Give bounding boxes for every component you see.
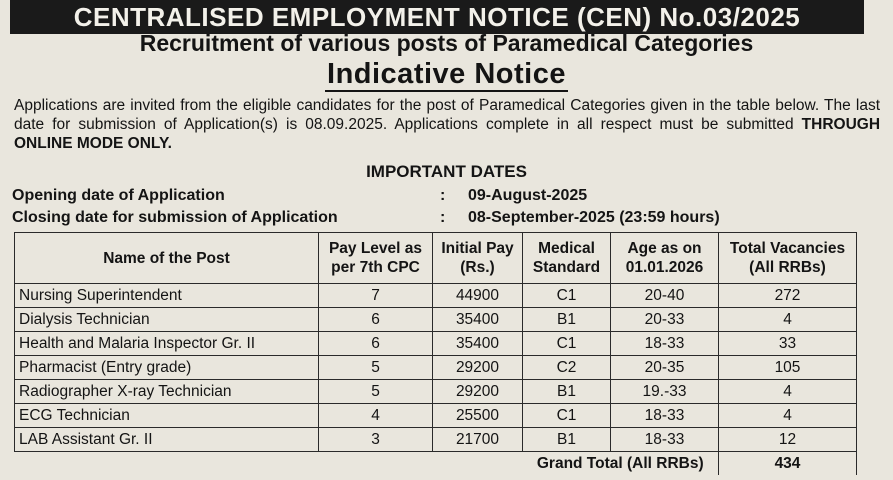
table-row	[15, 428, 857, 452]
date-value: 08-September-2025 (23:59 hours)	[468, 209, 720, 226]
medical-standard: B1	[523, 308, 611, 332]
vacancies: 4	[719, 380, 857, 404]
age-range: 19.-33	[611, 380, 719, 404]
intro-paragraph	[14, 96, 880, 153]
table-row	[15, 356, 857, 380]
post-name: LAB Assistant Gr. II	[15, 428, 319, 452]
vacancies: 12	[719, 428, 857, 452]
date-colon: :	[440, 209, 446, 226]
opening-date-row	[12, 187, 872, 207]
header-pay-level: Pay Level as per 7th CPC	[319, 233, 433, 284]
age-range: 18-33	[611, 332, 719, 356]
grand-total-value: 434	[719, 452, 857, 476]
header-vacancies: Total Vacancies (All RRBs)	[719, 233, 857, 284]
pay-level: 6	[319, 332, 433, 356]
date-label: Closing date for submission of Application	[12, 209, 338, 226]
age-range: 18-33	[611, 428, 719, 452]
header-medical-standard: Medical Standard	[523, 233, 611, 284]
table-row	[15, 332, 857, 356]
pay-level: 4	[319, 404, 433, 428]
header-age: Age as on 01.01.2026	[611, 233, 719, 284]
notice-banner: CENTRALISED EMPLOYMENT NOTICE (CEN) No.03/2025	[10, 0, 864, 34]
initial-pay: 35400	[433, 332, 523, 356]
pay-level: 3	[319, 428, 433, 452]
table-row	[15, 404, 857, 428]
pay-level: 5	[319, 356, 433, 380]
pay-level: 5	[319, 380, 433, 404]
post-name: Nursing Superintendent	[15, 284, 319, 308]
table-header-row	[15, 233, 857, 284]
post-name: Health and Malaria Inspector Gr. II	[15, 332, 319, 356]
post-name: ECG Technician	[15, 404, 319, 428]
intro-text: Applications are invited from the eligible candidates for the post of Paramedical Categories given in the table below. The last date for submission of Application(s) is 08.09.2025. Applications complete in all respect must be submitted	[14, 97, 880, 133]
initial-pay: 44900	[433, 284, 523, 308]
medical-standard: C1	[523, 284, 611, 308]
initial-pay: 35400	[433, 308, 523, 332]
table-row	[15, 308, 857, 332]
pay-level: 6	[319, 308, 433, 332]
medical-standard: C1	[523, 404, 611, 428]
medical-standard: C2	[523, 356, 611, 380]
post-name: Dialysis Technician	[15, 308, 319, 332]
intro-emphasis: THROUGH ONLINE MODE ONLY.	[14, 116, 881, 152]
recruitment-subtitle: Recruitment of various posts of Paramedical Categories	[139, 30, 754, 56]
medical-standard: C1	[523, 332, 611, 356]
table-row	[15, 284, 857, 308]
header-post-name: Name of the Post	[15, 233, 319, 284]
medical-standard: B1	[523, 380, 611, 404]
indicative-heading-text: Indicative Notice	[327, 58, 566, 90]
header-initial-pay: Initial Pay (Rs.)	[433, 233, 523, 284]
vacancies: 4	[719, 308, 857, 332]
grand-total-label: Grand Total (All RRBs)	[523, 452, 719, 476]
date-label: Opening date of Application	[12, 187, 225, 204]
grand-total-row	[15, 452, 857, 476]
date-colon: :	[440, 187, 446, 204]
medical-standard: B1	[523, 428, 611, 452]
pay-level: 7	[319, 284, 433, 308]
age-range: 20-40	[611, 284, 719, 308]
vacancies: 4	[719, 404, 857, 428]
post-name: Pharmacist (Entry grade)	[15, 356, 319, 380]
grand-total-spacer	[15, 452, 523, 476]
age-range: 20-35	[611, 356, 719, 380]
post-name: Radiographer X-ray Technician	[15, 380, 319, 404]
posts-table	[14, 232, 857, 475]
table-row	[15, 380, 857, 404]
age-range: 18-33	[611, 404, 719, 428]
vacancies: 272	[719, 284, 857, 308]
indicative-heading	[0, 58, 893, 91]
closing-date-row	[12, 209, 872, 229]
initial-pay: 21700	[433, 428, 523, 452]
initial-pay: 29200	[433, 380, 523, 404]
initial-pay: 29200	[433, 356, 523, 380]
vacancies: 105	[719, 356, 857, 380]
initial-pay: 25500	[433, 404, 523, 428]
date-value: 09-August-2025	[468, 187, 588, 204]
vacancies: 33	[719, 332, 857, 356]
important-dates-title: IMPORTANT DATES	[366, 162, 527, 181]
age-range: 20-33	[611, 308, 719, 332]
